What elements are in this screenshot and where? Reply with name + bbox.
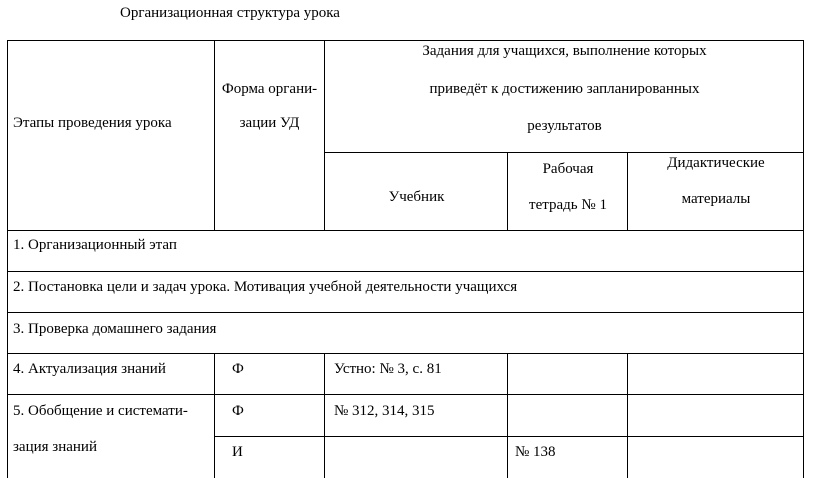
column-divider (214, 353, 215, 478)
row-1-stage: 1. Организационный этап (13, 237, 177, 253)
table-border-top (7, 40, 804, 41)
row-2-stage: 2. Постановка цели и задач урока. Мотивация учебной деятельности учащихся (13, 279, 518, 295)
header-form-line1: Форма органи- (221, 81, 318, 97)
row-divider (7, 353, 804, 354)
row-divider (7, 394, 804, 395)
row-5b-workbook: № 138 (515, 444, 556, 460)
table-border-right (803, 40, 804, 478)
header-workbook-line2: тетрадь № 1 (529, 197, 607, 213)
header-didactic-line1: Дидактические (667, 155, 765, 171)
row-4-textbook: Устно: № 3, с. 81 (334, 361, 442, 377)
row-divider (7, 312, 804, 313)
row-5-stage-line1: 5. Обобщение и системати- (13, 403, 188, 419)
row-4-form: Ф (232, 361, 244, 377)
column-divider (627, 353, 628, 478)
header-tasks-line2: приведёт к достижению запланированных (429, 81, 700, 97)
table-border-left (7, 40, 8, 478)
header-tasks-line3: результатов (527, 118, 602, 134)
header-tasks-line1: Задания для учащихся, выполнение которых (422, 43, 707, 59)
column-divider (324, 353, 325, 478)
row-5b-form: И (232, 444, 243, 460)
header-stages: Этапы проведения урока (13, 115, 172, 131)
document-title: Организационная структура урока (120, 5, 340, 21)
header-bottom-line (7, 230, 804, 231)
row-3-stage: 3. Проверка домашнего задания (13, 321, 217, 337)
row-divider (214, 436, 804, 437)
row-5-stage-line2: зация знаний (13, 439, 97, 455)
row-5a-form: Ф (232, 403, 244, 419)
header-textbook: Учебник (388, 189, 445, 205)
lesson-structure-table (7, 40, 804, 478)
row-4-stage: 4. Актуализация знаний (13, 361, 166, 377)
row-5a-textbook: № 312, 314, 315 (334, 403, 435, 419)
header-form-line2: зации УД (239, 115, 300, 131)
column-divider (507, 353, 508, 478)
column-divider (214, 40, 215, 230)
header-didactic-line2: материалы (681, 191, 751, 207)
header-workbook-line1: Рабочая (542, 161, 594, 177)
header-subdivider (324, 152, 804, 153)
row-divider (7, 271, 804, 272)
